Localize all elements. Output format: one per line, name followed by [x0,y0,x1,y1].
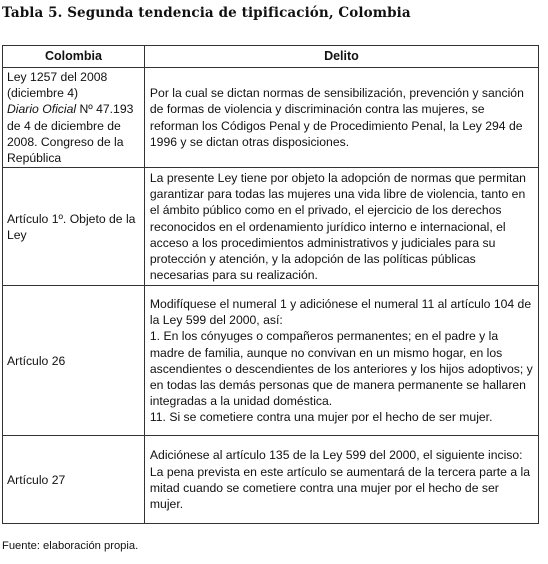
row-1-offense-cell: Por la cual se dictan normas de sensibilización, prevención y sanción de formas de violencia y discriminación contra las mujeres, se reforman los Códigos Penal y de Procedimiento Penal, la Ley 294 de 1996 y se dictan otras disposiciones. [144,68,538,168]
table-row [3,436,539,524]
row-2-offense-cell: La presente Ley tiene por objeto la adopción de normas que permitan garantizar para todas las mujeres una vida libre de violencia, tanto en el ámbito público como en el privado, el ejercicio de los derechos reconocidos en el ordenamiento jurídico interno e internacional, el acceso a los procedimientos administrativos y judiciales para su protección y atención, y la adopción de las políticas públicas necesarias para su realización. [144,168,538,286]
table-row [3,286,539,436]
law-date: (diciembre 4) [7,86,79,101]
column-header-delito: Delito [144,46,538,68]
row-3-offense-cell [144,286,538,436]
table-caption: Tabla 5. Segunda tendencia de tipificación, Colombia [2,5,411,21]
row-1-law-cell [3,68,145,168]
paragraph: Modifíquese el numeral 1 y adiciónese el numeral 11 al artículo 104 de la Ley 599 del 2000, así: [149,296,532,328]
column-header-colombia: Colombia [3,46,145,68]
law-name: Ley 1257 del 2008 [7,70,108,84]
paragraph: 1. En los cónyuges o compañeros permanentes; en el padre y la madre de familia, aunque no convivan en un mismo hogar, en los ascendientes o descendientes de los anteriores y los hijos adoptivos; y en todas las demás personas que de manera permanente se hallaren integradas a la unidad doméstica. [149,329,533,409]
paragraph: 11. Si se cometiere contra una mujer por el hecho de ser mujer. [149,410,493,425]
row-2-law-cell: Artículo 1º. Objeto de la Ley [3,168,145,286]
gazette-label: Diario Oficial [7,102,77,117]
data-table [2,45,539,524]
row-4-offense-cell [144,436,538,524]
table-row [3,68,539,168]
row-4-law-cell: Artículo 27 [3,436,145,524]
table-row [3,168,539,286]
paragraph: La pena prevista en este artículo se aumentará de la tercera parte a la mitad cuando se cometiere contra una mujer por el hecho de ser mujer. [149,464,530,511]
paragraph: Adiciónese al artículo 135 de la Ley 599 del 2000, el siguiente inciso: [149,448,523,463]
table-header-row [3,46,539,68]
source-note: Fuente: elaboración propia. [2,540,139,552]
row-3-law-cell: Artículo 26 [3,286,145,436]
gazette-detail: Nº 47.193 de 4 de diciembre de 2008. Congreso de la República [7,102,134,166]
